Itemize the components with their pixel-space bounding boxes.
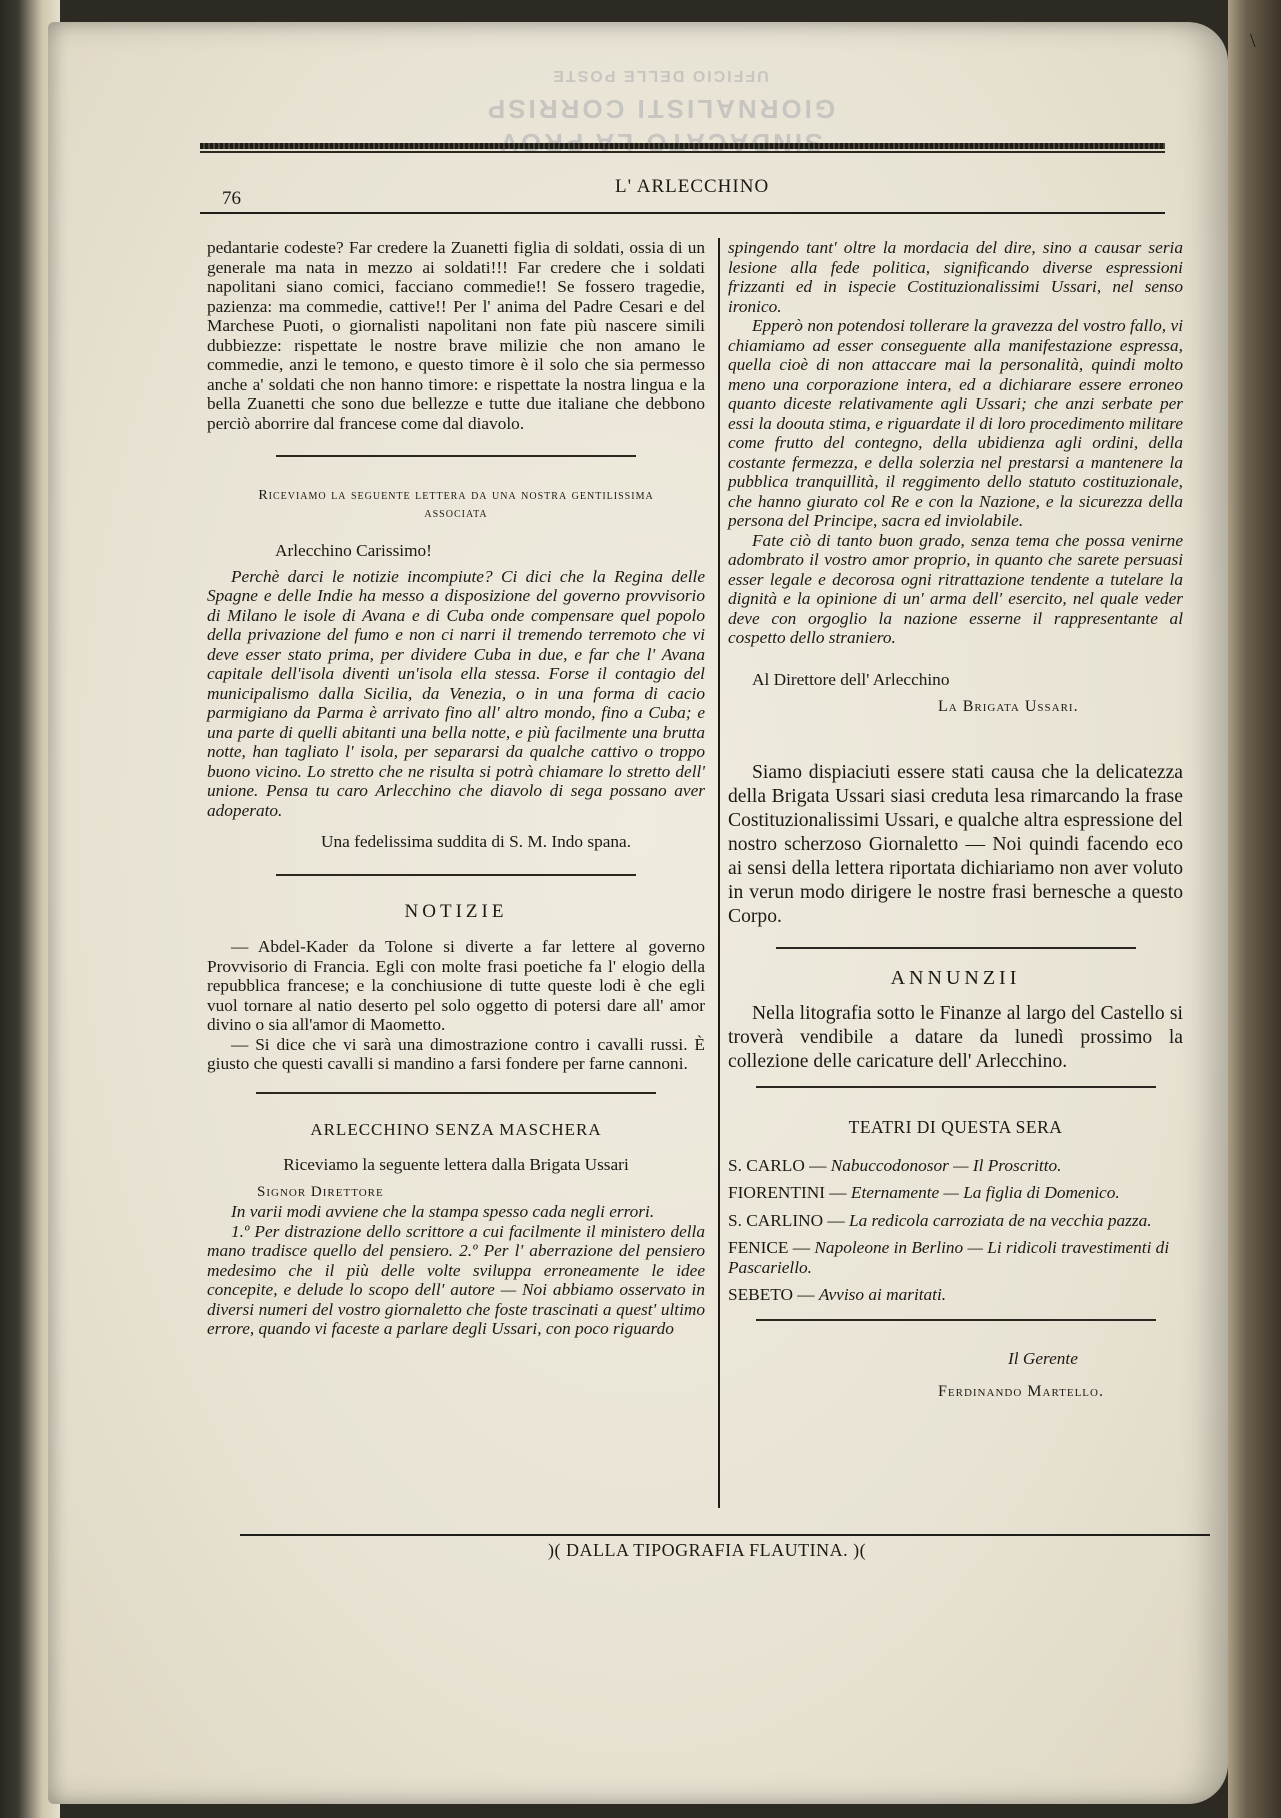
section-rule <box>776 947 1136 949</box>
section-rule <box>756 1086 1156 1088</box>
letter-paragraph: 1.º Per distrazione dello scrittore a cui facilmente il ministero della mano tradisce quello del pensiero. 2.º Per l' aberrazione del pensiero medesimo che il più delle volte sviluppa erroneamente le idee concepite, e delude lo scopo dell' autore — Noi abbiamo osservato in diversi numeri del vostro giornaletto che foste trascinati a quest' ultimo errore, quando vi faceste a parlare degli Ussari, con poco riguardo <box>207 1221 705 1338</box>
gerente-name: Ferdinando Martello. <box>938 1383 1104 1400</box>
section-title-notizie: NOTIZIE <box>404 900 508 922</box>
printer-imprint: )( DALLA TIPOGRAFIA FLAUTINA. )( <box>548 1540 867 1560</box>
stamp-line: GIORNALISTI CORRISP <box>484 94 836 124</box>
page-number: 76 <box>222 188 241 209</box>
letter-signatory: La Brigata Ussari. <box>938 698 1079 715</box>
announcement: Nella litografia sotto le Finanze al largo del Castello si troverà vendibile a datare da lunedì prossimo la collezione delle caricature dell' Arlecchino. <box>728 1003 1183 1072</box>
theater-name: S. CARLO <box>728 1155 805 1175</box>
salutation: Arlecchino Carissimo! <box>275 541 432 560</box>
theater-list <box>728 1156 1183 1305</box>
letter-paragraph: In varii modi avviene che la stampa spesso cada negli errori. <box>231 1202 655 1221</box>
rule <box>200 151 1165 153</box>
footer-rule <box>240 1534 1210 1536</box>
right-column <box>728 238 1183 1402</box>
theater-name: FIORENTINI <box>728 1183 825 1202</box>
ornamental-rule <box>200 143 1165 149</box>
corner-mark: \ <box>1250 30 1256 52</box>
left-column <box>207 238 705 1339</box>
header-rule <box>200 212 1165 214</box>
letter-paragraph: spingendo tant' oltre la mordacia del dire, sino a causar seria lesione alla fede politica, significando diverse espressioni frizzanti ed in ispecie Costituzionalissimi Ussari, nel senso ironico. <box>728 238 1183 316</box>
theater-show: Eternamente — La figlia di Domenico. <box>850 1183 1120 1202</box>
letter-paragraph: Epperò non potendosi tollerare la gravezza del vostro fallo, vi chiamiamo ad esser conseguente alla manifestazione espressa, quella cioè di non attaccare mai la personalità, quindi molto meno una corporazione intera, ed a dichiarare essere erroneo quanto diceste relativamente agli Ussari; che anzi serbate per essi la doouta stima, e riguardate il di loro procedimento militare come frutto del contegno, della ubidienza agli ordini, della costante fermezza, e della solerzia nel prestarsi a mantenere la pubblica tranquillità, il reggimento dello statuto costituzionale, che hanno giurato col Re e con la Nazione, e la sicurezza della persona del Principe, sacra ed inviolabile. <box>728 316 1183 530</box>
theater-name: FENICE <box>728 1238 789 1257</box>
letter-paragraph: Fate ciò di tanto buon grado, senza tema che possa venirne adombrato il vostro amor proprio, in quanto che sarete persuasi esser legale e decorosa ogni ritrattazione tendente a tutelare la dignità e la opinione di un' arma dell' esercito, nel quale veder deve con orgoglio la nazione esserne il rappresentante al cospetto dello straniero. <box>728 530 1183 647</box>
theater-entry: FENICE — Napoleone in Berlino — Li ridicoli travestimenti di Pascariello. <box>728 1238 1170 1277</box>
theater-name: S. CARLINO <box>728 1210 824 1230</box>
letter-addressee: Al Direttore dell' Arlecchino <box>752 669 950 689</box>
page-right-edge <box>1228 0 1281 1818</box>
theater-show: Napoleone in Berlino — Li ridicoli travestimenti di Pascariello. <box>728 1238 1170 1277</box>
news-item: — Abdel-Kader da Tolone si diverte a far lettere al governo Provvisorio di Francia. Egli con molte frasi poetiche fa l' elogio della repubblica francese; e la conchiusione di tutte queste lodi è che egli vuol tornare al natio deserto pel solo oggetto di potersi dare all' amor divino o sia all'amor di Maometto. <box>207 937 705 1034</box>
theater-show: La redicola carroziata de na vecchia pazza. <box>848 1210 1152 1230</box>
paragraph: pedantarie codeste? Far credere la Zuanetti figlia di soldati, ossia di un generale ma nata in mezzo ai soldati!!! Far credere che i soldati napolitani siano comici, facciano commedie!! Se fossero tragedie, pazienza: ma commedie, cattive!! Per l' anima del Padre Cesari e del Marchese Puoti, o giornalisti napolitani non fate più nascere simili dubbiezze: rispettate le nostre brave milizie che non amano le commedie, anzi le temono, e questo timore è il solo che sia permesso anche a' soldati che non hanno timore: e rispettate la nostra lingua e la bella Zuanetti che sono due bellezze e tutte due italiane che debbono perciò aborrire dal francese come dal diavolo. <box>207 238 705 433</box>
letter-heading: Riceviamo la seguente lettera da una nostra gentilissima associata <box>258 488 654 521</box>
gerente-label: Il Gerente <box>1008 1348 1078 1368</box>
theater-entry: S. CARLINO — La redicola carroziata de na vecchia pazza. <box>728 1210 1152 1230</box>
section-title-teatri: TEATRI DI QUESTA SERA <box>848 1117 1063 1137</box>
letter-body: Perchè darci le notizie incompiute? Ci dici che la Regina delle Spagne e delle Indie ha messo a disposizione del governo provvisorio di Milano le isole di Avana e di Cuba onde compensare quel popolo della privazione del fumo e non ci narri il tremendo terremoto che vi deve esser stato prima, per dividere Cuba in due, e far che l' Avana capitale dell'isola diventi un'isola ella stessa. Forse il contagio del municipalismo dalla Sicilia, da Venezia, o in una forma di cacio parmigiano da Parma è arrivato fino all' altro mondo, fino a Cuba; e una parte di quelli abitanti una bella notte, e più facilmente una brutta notte, han tagliato l' isola, per separarsi da qualche cattivo o troppo buono vicino. Lo stretto che ne risulta si potrà chiamare lo stretto dell' unione. Pensa tu caro Arlecchino che diavolo di sega possano aver adoperato. <box>207 566 705 820</box>
theater-entry: SEBETO — Avviso ai maritati. <box>728 1285 947 1304</box>
theater-entry: S. CARLO — Nabuccodonosor — Il Proscritto. <box>728 1155 1062 1175</box>
news-item: — Si dice che vi sarà una dimostrazione contro i cavalli russi. È giusto che questi cavalli si mandino a farsi fondere per farne cannoni. <box>207 1034 705 1073</box>
masthead-title: L' ARLECCHINO <box>615 176 770 197</box>
letter-intro: Riceviamo la seguente lettera dalla Brigata Ussari <box>283 1155 629 1174</box>
theater-show: Avviso ai maritati. <box>818 1285 947 1304</box>
editor-reply: Siamo dispiaciuti essere stati causa che la delicatezza della Brigata Ussari siasi creduta lesa rimarcando la frase Costituzionalissimi Ussari, e qualche altra espressione del nostro scherzoso Giornaletto — Noi quindi facendo eco ai sensi della lettera riportata dichiariamo non aver voluto in verun modo dirigere le nostre frasi bernesche a questo Corpo. <box>728 761 1183 927</box>
stamp-line: UFFICIO DELLE POSTE <box>551 67 769 84</box>
section-rule <box>276 455 636 457</box>
column-divider <box>718 238 720 1508</box>
signature: Una fedelissima suddita di S. M. Indo spana. <box>320 832 632 851</box>
section-rule <box>256 1092 656 1094</box>
theater-entry: FIORENTINI — Eternamente — La figlia di Domenico. <box>728 1183 1120 1202</box>
theater-name: SEBETO <box>728 1285 793 1304</box>
letter-salutation: Signor Direttore <box>257 1183 384 1200</box>
section-rule <box>276 874 636 876</box>
section-rule <box>756 1319 1156 1321</box>
section-title-senza-maschera: ARLECCHINO SENZA MASCHERA <box>310 1119 602 1139</box>
section-title-annunzii: ANNUNZII <box>890 966 1021 989</box>
theater-show: Nabuccodonosor — Il Proscritto. <box>830 1155 1062 1175</box>
